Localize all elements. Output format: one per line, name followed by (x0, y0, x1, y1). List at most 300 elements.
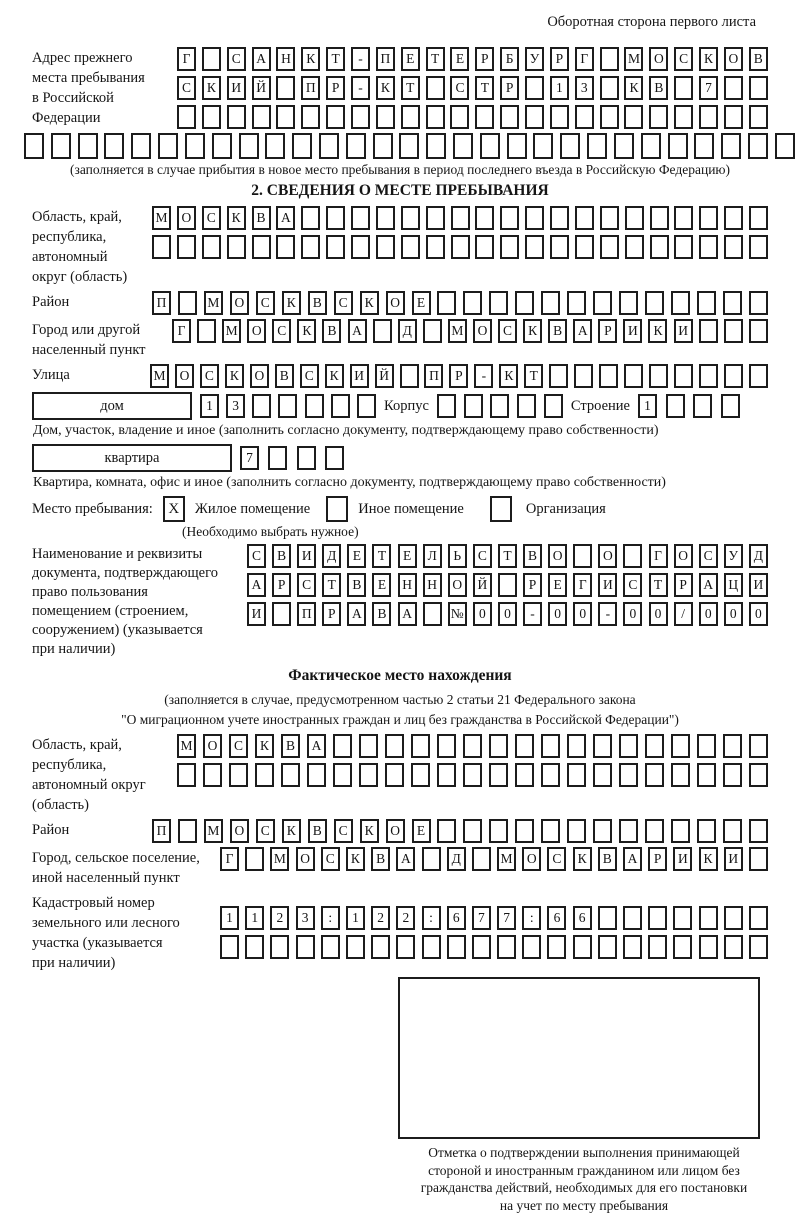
char-cell[interactable] (645, 291, 664, 315)
char-cell[interactable] (301, 105, 320, 129)
char-cell[interactable]: 3 (575, 76, 594, 100)
char-cell[interactable]: Й (473, 573, 492, 597)
char-cell[interactable]: К (624, 76, 643, 100)
char-cell[interactable] (401, 235, 420, 259)
char-cell[interactable] (693, 394, 712, 418)
char-cell[interactable] (437, 763, 456, 787)
char-cell[interactable]: Р (322, 602, 341, 626)
char-cell[interactable] (699, 105, 718, 129)
char-cell[interactable]: К (282, 819, 301, 843)
char-cell[interactable]: К (573, 847, 592, 871)
char-cell[interactable] (575, 235, 594, 259)
char-cell[interactable] (464, 394, 483, 418)
char-cell[interactable] (600, 76, 619, 100)
char-cell[interactable]: Е (412, 291, 431, 315)
char-cell[interactable]: К (523, 319, 542, 343)
char-cell[interactable]: Г (177, 47, 196, 71)
char-cell[interactable]: О (598, 544, 617, 568)
char-cell[interactable] (373, 133, 393, 159)
char-cell[interactable] (411, 734, 430, 758)
char-cell[interactable] (567, 763, 586, 787)
char-cell[interactable] (178, 291, 197, 315)
char-cell[interactable]: И (674, 319, 693, 343)
char-cell[interactable] (567, 734, 586, 758)
char-cell[interactable]: И (673, 847, 692, 871)
char-cell[interactable] (296, 935, 315, 959)
char-cell[interactable] (550, 235, 569, 259)
char-cell[interactable] (525, 105, 544, 129)
char-cell[interactable] (346, 133, 366, 159)
char-cell[interactable]: 0 (749, 602, 768, 626)
char-cell[interactable] (24, 133, 44, 159)
char-cell[interactable] (489, 763, 508, 787)
char-cell[interactable]: Р (326, 76, 345, 100)
char-cell[interactable]: Т (401, 76, 420, 100)
char-cell[interactable] (437, 291, 456, 315)
char-cell[interactable]: - (523, 602, 542, 626)
char-cell[interactable] (463, 763, 482, 787)
char-cell[interactable]: 0 (623, 602, 642, 626)
char-cell[interactable]: Р (648, 847, 667, 871)
char-cell[interactable]: 1 (346, 906, 365, 930)
char-cell[interactable]: М (152, 206, 171, 230)
char-cell[interactable] (645, 734, 664, 758)
char-cell[interactable] (749, 847, 768, 871)
char-cell[interactable]: 2 (371, 906, 390, 930)
char-cell[interactable]: 7 (240, 446, 259, 470)
char-cell[interactable]: 6 (547, 906, 566, 930)
char-cell[interactable]: 1 (200, 394, 219, 418)
char-cell[interactable]: Е (401, 47, 420, 71)
char-cell[interactable]: К (699, 47, 718, 71)
char-cell[interactable] (276, 105, 295, 129)
char-cell[interactable] (426, 133, 446, 159)
char-cell[interactable]: : (422, 906, 441, 930)
char-cell[interactable] (723, 734, 742, 758)
char-cell[interactable] (674, 76, 693, 100)
char-cell[interactable] (426, 235, 445, 259)
char-cell[interactable]: П (376, 47, 395, 71)
char-cell[interactable] (422, 847, 441, 871)
char-cell[interactable] (598, 906, 617, 930)
char-cell[interactable]: Е (548, 573, 567, 597)
char-cell[interactable]: Е (412, 819, 431, 843)
char-cell[interactable]: А (252, 47, 271, 71)
char-cell[interactable]: - (351, 47, 370, 71)
char-cell[interactable]: Т (322, 573, 341, 597)
char-cell[interactable] (321, 935, 340, 959)
char-cell[interactable]: Р (272, 573, 291, 597)
char-cell[interactable] (541, 763, 560, 787)
char-cell[interactable] (723, 291, 742, 315)
char-cell[interactable] (399, 133, 419, 159)
char-cell[interactable]: А (307, 734, 326, 758)
other-premises-checkbox[interactable] (326, 496, 348, 522)
char-cell[interactable] (212, 133, 232, 159)
char-cell[interactable] (775, 133, 795, 159)
char-cell[interactable] (472, 847, 491, 871)
char-cell[interactable]: В (272, 544, 291, 568)
char-cell[interactable] (721, 133, 741, 159)
char-cell[interactable] (723, 819, 742, 843)
char-cell[interactable] (699, 235, 718, 259)
char-cell[interactable] (401, 206, 420, 230)
char-cell[interactable]: Р (449, 364, 468, 388)
char-cell[interactable] (625, 206, 644, 230)
char-cell[interactable] (325, 446, 344, 470)
char-cell[interactable]: Г (575, 47, 594, 71)
char-cell[interactable]: К (255, 734, 274, 758)
char-cell[interactable] (749, 319, 768, 343)
char-cell[interactable]: К (376, 76, 395, 100)
char-cell[interactable]: - (474, 364, 493, 388)
char-cell[interactable]: 1 (550, 76, 569, 100)
char-cell[interactable]: Г (573, 573, 592, 597)
char-cell[interactable] (376, 235, 395, 259)
char-cell[interactable] (270, 935, 289, 959)
char-cell[interactable] (619, 734, 638, 758)
char-cell[interactable]: К (202, 76, 221, 100)
char-cell[interactable]: И (247, 602, 266, 626)
char-cell[interactable] (373, 319, 392, 343)
char-cell[interactable] (451, 206, 470, 230)
char-cell[interactable]: В (372, 602, 391, 626)
char-cell[interactable] (158, 133, 178, 159)
char-cell[interactable] (724, 206, 743, 230)
char-cell[interactable]: П (152, 819, 171, 843)
char-cell[interactable] (587, 133, 607, 159)
char-cell[interactable]: О (175, 364, 194, 388)
char-cell[interactable]: С (272, 319, 291, 343)
char-cell[interactable] (671, 763, 690, 787)
char-cell[interactable]: М (204, 819, 223, 843)
char-cell[interactable] (411, 763, 430, 787)
char-cell[interactable] (268, 446, 287, 470)
char-cell[interactable]: А (347, 602, 366, 626)
char-cell[interactable]: С (297, 573, 316, 597)
char-cell[interactable] (541, 291, 560, 315)
char-cell[interactable]: С (334, 819, 353, 843)
char-cell[interactable]: В (523, 544, 542, 568)
char-cell[interactable] (307, 763, 326, 787)
char-cell[interactable]: В (322, 319, 341, 343)
char-cell[interactable]: 2 (396, 906, 415, 930)
char-cell[interactable] (472, 935, 491, 959)
char-cell[interactable] (541, 819, 560, 843)
char-cell[interactable] (600, 206, 619, 230)
char-cell[interactable]: 6 (447, 906, 466, 930)
char-cell[interactable] (699, 206, 718, 230)
char-cell[interactable] (475, 206, 494, 230)
char-cell[interactable]: П (152, 291, 171, 315)
char-cell[interactable] (177, 763, 196, 787)
char-cell[interactable] (567, 819, 586, 843)
char-cell[interactable]: О (386, 291, 405, 315)
char-cell[interactable]: К (301, 47, 320, 71)
char-cell[interactable]: С (450, 76, 469, 100)
char-cell[interactable] (567, 291, 586, 315)
char-cell[interactable]: И (350, 364, 369, 388)
char-cell[interactable] (645, 819, 664, 843)
char-cell[interactable]: И (724, 847, 743, 871)
char-cell[interactable] (177, 105, 196, 129)
char-cell[interactable]: С (200, 364, 219, 388)
char-cell[interactable] (593, 819, 612, 843)
char-cell[interactable]: С (177, 76, 196, 100)
char-cell[interactable]: 3 (296, 906, 315, 930)
char-cell[interactable] (645, 763, 664, 787)
char-cell[interactable]: В (252, 206, 271, 230)
char-cell[interactable]: 1 (638, 394, 657, 418)
char-cell[interactable] (177, 235, 196, 259)
char-cell[interactable]: А (396, 847, 415, 871)
char-cell[interactable]: / (674, 602, 693, 626)
char-cell[interactable] (515, 291, 534, 315)
char-cell[interactable] (671, 819, 690, 843)
char-cell[interactable] (648, 935, 667, 959)
char-cell[interactable] (507, 133, 527, 159)
char-cell[interactable]: А (699, 573, 718, 597)
char-cell[interactable]: А (623, 847, 642, 871)
char-cell[interactable] (357, 394, 376, 418)
char-cell[interactable] (674, 364, 693, 388)
char-cell[interactable] (724, 105, 743, 129)
char-cell[interactable] (671, 734, 690, 758)
char-cell[interactable] (489, 819, 508, 843)
char-cell[interactable] (623, 935, 642, 959)
char-cell[interactable] (490, 394, 509, 418)
char-cell[interactable]: Т (326, 47, 345, 71)
char-cell[interactable] (749, 364, 768, 388)
char-cell[interactable]: С (227, 47, 246, 71)
organization-checkbox[interactable] (490, 496, 512, 522)
char-cell[interactable] (437, 394, 456, 418)
char-cell[interactable]: Г (172, 319, 191, 343)
char-cell[interactable]: : (522, 906, 541, 930)
char-cell[interactable] (573, 935, 592, 959)
char-cell[interactable]: 1 (220, 906, 239, 930)
char-cell[interactable]: О (448, 573, 467, 597)
char-cell[interactable]: Р (550, 47, 569, 71)
char-cell[interactable]: С (674, 47, 693, 71)
char-cell[interactable] (748, 133, 768, 159)
char-cell[interactable] (641, 133, 661, 159)
char-cell[interactable]: О (230, 291, 249, 315)
char-cell[interactable] (560, 133, 580, 159)
char-cell[interactable] (525, 76, 544, 100)
char-cell[interactable]: О (473, 319, 492, 343)
char-cell[interactable]: № (448, 602, 467, 626)
char-cell[interactable] (525, 206, 544, 230)
char-cell[interactable]: О (674, 544, 693, 568)
char-cell[interactable] (697, 763, 716, 787)
char-cell[interactable] (573, 544, 592, 568)
char-cell[interactable]: М (270, 847, 289, 871)
char-cell[interactable]: К (227, 206, 246, 230)
char-cell[interactable]: А (398, 602, 417, 626)
char-cell[interactable] (400, 364, 419, 388)
char-cell[interactable] (649, 364, 668, 388)
char-cell[interactable] (749, 206, 768, 230)
char-cell[interactable]: Т (426, 47, 445, 71)
char-cell[interactable] (650, 235, 669, 259)
char-cell[interactable] (699, 319, 718, 343)
char-cell[interactable] (227, 105, 246, 129)
char-cell[interactable]: О (296, 847, 315, 871)
char-cell[interactable] (255, 763, 274, 787)
char-cell[interactable]: С (334, 291, 353, 315)
char-cell[interactable] (480, 133, 500, 159)
char-cell[interactable] (423, 602, 442, 626)
char-cell[interactable] (619, 763, 638, 787)
char-cell[interactable] (699, 906, 718, 930)
char-cell[interactable] (276, 235, 295, 259)
char-cell[interactable]: О (230, 819, 249, 843)
char-cell[interactable]: 7 (699, 76, 718, 100)
char-cell[interactable]: 6 (573, 906, 592, 930)
char-cell[interactable]: Ц (724, 573, 743, 597)
char-cell[interactable] (297, 446, 316, 470)
char-cell[interactable] (500, 206, 519, 230)
char-cell[interactable]: 1 (245, 906, 264, 930)
char-cell[interactable] (359, 763, 378, 787)
char-cell[interactable]: - (351, 76, 370, 100)
char-cell[interactable] (593, 734, 612, 758)
char-cell[interactable] (624, 364, 643, 388)
char-cell[interactable] (666, 394, 685, 418)
char-cell[interactable] (498, 573, 517, 597)
char-cell[interactable] (326, 206, 345, 230)
char-cell[interactable] (326, 235, 345, 259)
char-cell[interactable] (178, 819, 197, 843)
char-cell[interactable] (131, 133, 151, 159)
char-cell[interactable]: Т (475, 76, 494, 100)
char-cell[interactable] (699, 935, 718, 959)
char-cell[interactable] (593, 291, 612, 315)
char-cell[interactable] (152, 235, 171, 259)
char-cell[interactable] (593, 763, 612, 787)
char-cell[interactable] (697, 291, 716, 315)
char-cell[interactable] (749, 906, 768, 930)
char-cell[interactable]: 7 (497, 906, 516, 930)
char-cell[interactable] (699, 364, 718, 388)
char-cell[interactable] (749, 819, 768, 843)
char-cell[interactable] (668, 133, 688, 159)
char-cell[interactable] (305, 394, 324, 418)
char-cell[interactable]: М (177, 734, 196, 758)
char-cell[interactable]: П (301, 76, 320, 100)
char-cell[interactable] (426, 76, 445, 100)
char-cell[interactable] (51, 133, 71, 159)
char-cell[interactable]: Р (475, 47, 494, 71)
char-cell[interactable] (724, 364, 743, 388)
char-cell[interactable] (650, 206, 669, 230)
char-cell[interactable]: О (724, 47, 743, 71)
char-cell[interactable] (422, 935, 441, 959)
char-cell[interactable] (674, 235, 693, 259)
char-cell[interactable] (385, 763, 404, 787)
char-cell[interactable]: П (424, 364, 443, 388)
char-cell[interactable] (497, 935, 516, 959)
char-cell[interactable]: С (547, 847, 566, 871)
char-cell[interactable] (550, 105, 569, 129)
char-cell[interactable] (550, 206, 569, 230)
char-cell[interactable]: 0 (548, 602, 567, 626)
char-cell[interactable]: О (386, 819, 405, 843)
char-cell[interactable] (252, 105, 271, 129)
char-cell[interactable] (426, 206, 445, 230)
char-cell[interactable]: 0 (699, 602, 718, 626)
char-cell[interactable] (331, 394, 350, 418)
char-cell[interactable]: М (150, 364, 169, 388)
char-cell[interactable]: И (598, 573, 617, 597)
char-cell[interactable]: В (749, 47, 768, 71)
char-cell[interactable]: В (548, 319, 567, 343)
char-cell[interactable] (600, 105, 619, 129)
char-cell[interactable]: С (699, 544, 718, 568)
char-cell[interactable]: Р (523, 573, 542, 597)
char-cell[interactable] (749, 763, 768, 787)
char-cell[interactable] (517, 394, 536, 418)
char-cell[interactable]: К (225, 364, 244, 388)
char-cell[interactable]: У (525, 47, 544, 71)
char-cell[interactable] (376, 206, 395, 230)
char-cell[interactable] (724, 935, 743, 959)
char-cell[interactable]: М (222, 319, 241, 343)
char-cell[interactable] (451, 235, 470, 259)
char-cell[interactable] (450, 105, 469, 129)
char-cell[interactable] (674, 105, 693, 129)
char-cell[interactable] (351, 235, 370, 259)
char-cell[interactable]: К (648, 319, 667, 343)
char-cell[interactable] (197, 319, 216, 343)
char-cell[interactable]: 0 (649, 602, 668, 626)
char-cell[interactable] (463, 819, 482, 843)
char-cell[interactable]: 0 (724, 602, 743, 626)
char-cell[interactable] (252, 394, 271, 418)
char-cell[interactable] (319, 133, 339, 159)
char-cell[interactable]: Р (674, 573, 693, 597)
char-cell[interactable]: С (321, 847, 340, 871)
char-cell[interactable] (333, 763, 352, 787)
char-cell[interactable] (574, 364, 593, 388)
char-cell[interactable]: К (360, 291, 379, 315)
char-cell[interactable] (525, 235, 544, 259)
char-cell[interactable] (78, 133, 98, 159)
char-cell[interactable] (500, 105, 519, 129)
char-cell[interactable]: Д (398, 319, 417, 343)
char-cell[interactable]: С (623, 573, 642, 597)
char-cell[interactable]: И (227, 76, 246, 100)
char-cell[interactable]: Р (598, 319, 617, 343)
char-cell[interactable] (203, 763, 222, 787)
char-cell[interactable]: : (321, 906, 340, 930)
char-cell[interactable]: В (598, 847, 617, 871)
char-cell[interactable] (649, 105, 668, 129)
char-cell[interactable] (265, 133, 285, 159)
char-cell[interactable] (276, 76, 295, 100)
char-cell[interactable] (697, 734, 716, 758)
char-cell[interactable] (575, 105, 594, 129)
char-cell[interactable] (619, 819, 638, 843)
char-cell[interactable] (475, 235, 494, 259)
char-cell[interactable]: С (256, 291, 275, 315)
char-cell[interactable]: Г (220, 847, 239, 871)
char-cell[interactable] (463, 291, 482, 315)
char-cell[interactable]: С (473, 544, 492, 568)
char-cell[interactable] (724, 235, 743, 259)
char-cell[interactable] (376, 105, 395, 129)
